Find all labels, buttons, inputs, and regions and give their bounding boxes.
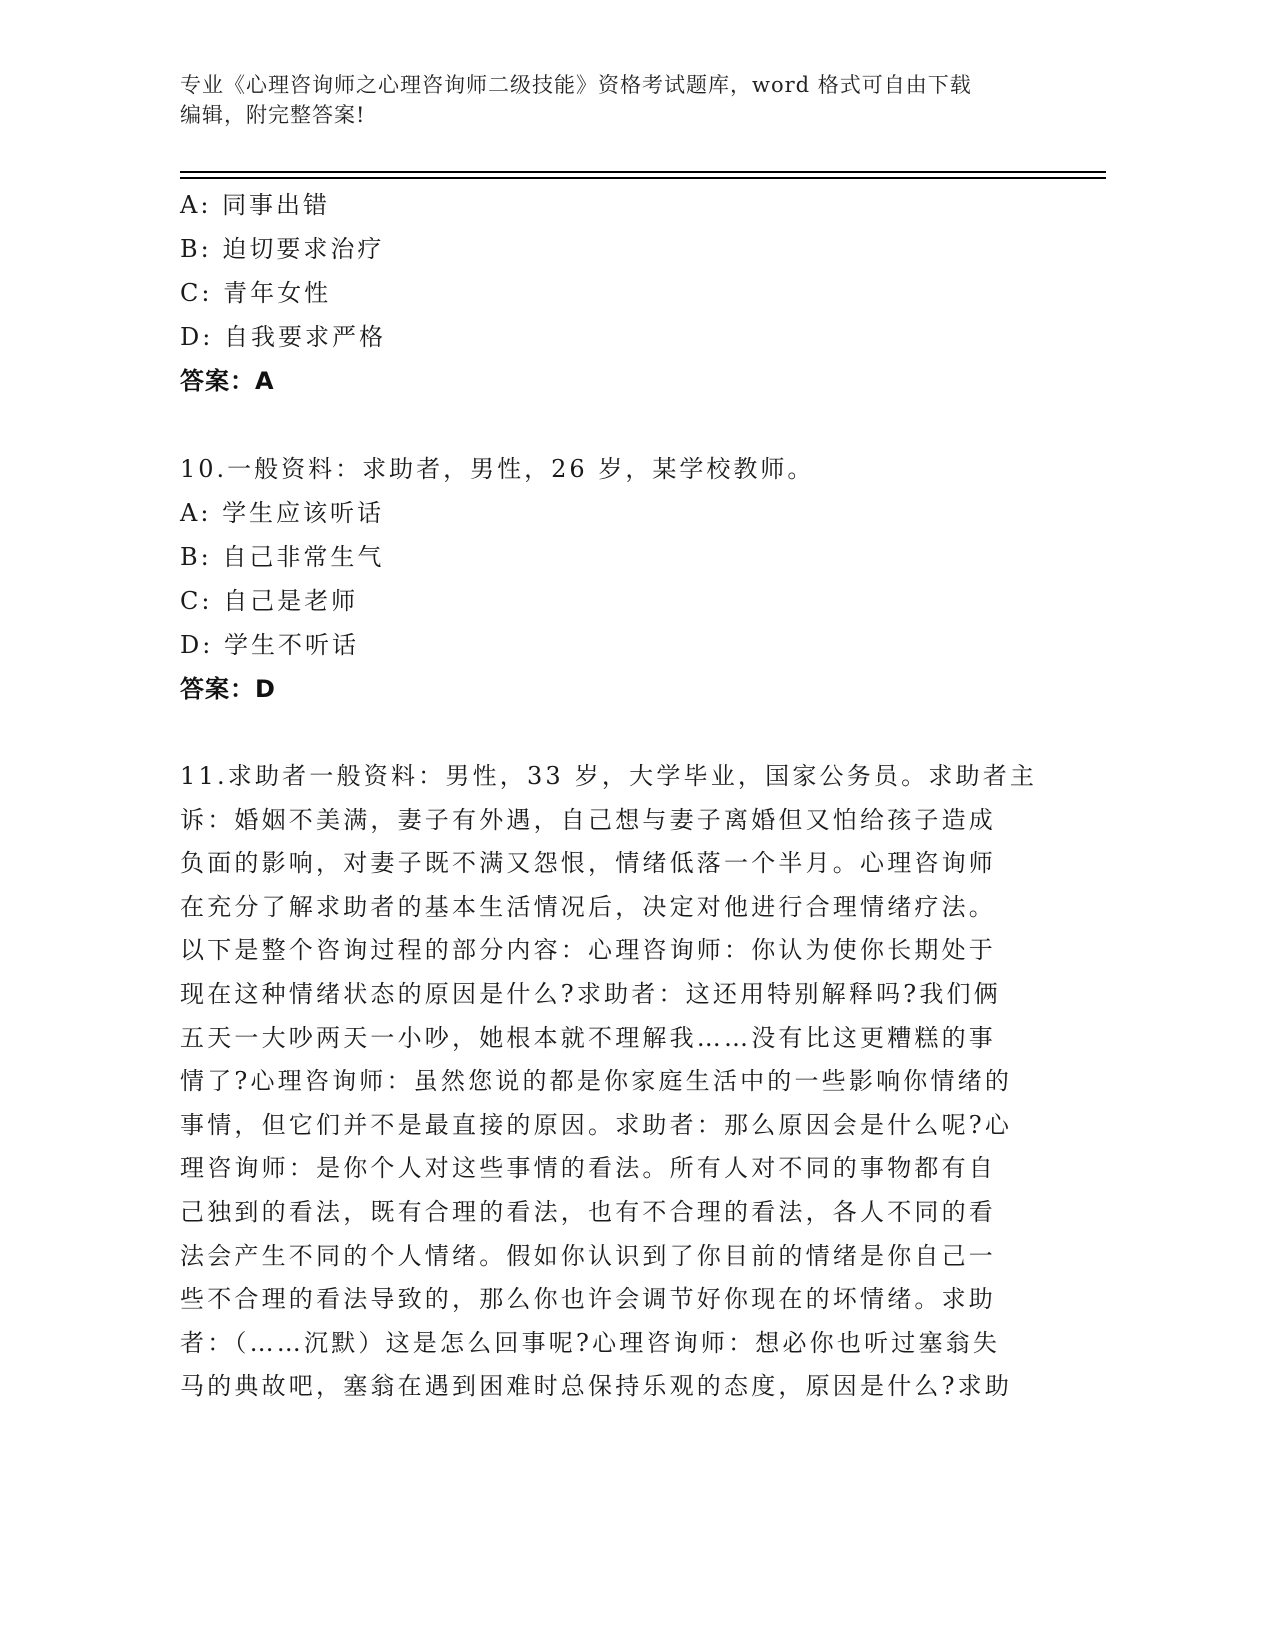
- option-label: D:: [180, 323, 214, 351]
- document-body: [180, 183, 1040, 1409]
- paragraph-line: 法会产生不同的个人情绪。假如你认识到了你目前的情绪是你自己一: [180, 1241, 996, 1270]
- question-9-answer: 答案：A: [180, 367, 275, 395]
- option-label: D:: [180, 631, 214, 659]
- header-divider-top: [180, 171, 1106, 173]
- paragraph-line: 负面的影响，对妻子既不满又怨恨，情绪低落一个半月。心理咨询师: [180, 849, 996, 878]
- option-a: [180, 491, 1040, 535]
- header-divider-bottom: [180, 177, 1106, 179]
- paragraph-line: 以下是整个咨询过程的部分内容：心理咨询师：你认为使你长期处于: [180, 936, 996, 965]
- option-text: 学生不听话: [223, 631, 359, 659]
- option-label: B:: [180, 235, 212, 263]
- paragraph-line: 现在这种情绪状态的原因是什么?求助者：这还用特别解释吗?我们俩: [180, 979, 1001, 1008]
- document-header: [180, 70, 1040, 130]
- option-b: [180, 227, 1040, 271]
- option-label: A:: [180, 499, 212, 527]
- option-label: C:: [180, 587, 213, 615]
- option-d: [180, 315, 1040, 359]
- option-label: C:: [180, 279, 213, 307]
- question-9-options: [180, 183, 1040, 359]
- paragraph-line: 五天一大吵两天一小吵，她根本就不理解我……没有比这更糟糕的事: [180, 1023, 996, 1052]
- option-d: [180, 623, 1040, 667]
- paragraph-line: 诉：婚姻不美满，妻子有外遇，自己想与妻子离婚但又怕给孩子造成: [180, 805, 996, 834]
- question-10-stem: 10.一般资料：求助者，男性，26 岁，某学校教师。: [180, 455, 815, 483]
- option-a: [180, 183, 1040, 227]
- paragraph-line: 11.求助者一般资料：男性，33 岁，大学毕业，国家公务员。求助者主: [180, 762, 1038, 790]
- option-b: [180, 535, 1040, 579]
- option-label: B:: [180, 543, 212, 571]
- paragraph-line: 理咨询师：是你个人对这些事情的看法。所有人对不同的事物都有自: [180, 1154, 996, 1183]
- option-c: [180, 271, 1040, 315]
- option-text: 迫切要求治疗: [222, 235, 385, 263]
- paragraph-line: 者：（……沉默）这是怎么回事呢?心理咨询师：想必你也听过塞翁失: [180, 1328, 1001, 1357]
- paragraph-line: 在充分了解求助者的基本生活情况后，决定对他进行合理情绪疗法。: [180, 892, 996, 921]
- option-text: 青年女性: [223, 279, 332, 307]
- paragraph-line: 己独到的看法，既有合理的看法，也有不合理的看法，各人不同的看: [180, 1197, 996, 1226]
- paragraph-line: 些不合理的看法导致的，那么你也许会调节好你现在的坏情绪。求助: [180, 1285, 996, 1314]
- question-10-answer: 答案：D: [180, 675, 276, 703]
- paragraph-line: 事情，但它们并不是最直接的原因。求助者：那么原因会是什么呢?心: [180, 1110, 1013, 1139]
- spacer: [180, 403, 1040, 447]
- option-label: A:: [180, 191, 212, 219]
- option-text: 自己是老师: [223, 587, 359, 615]
- header-line-1: 专业《心理咨询师之心理咨询师二级技能》资格考试题库，word 格式可自由下载: [180, 73, 972, 97]
- option-text: 学生应该听话: [222, 499, 385, 527]
- option-c: [180, 579, 1040, 623]
- option-text: 自己非常生气: [222, 543, 385, 571]
- question-11-stem: [180, 755, 1040, 1409]
- header-line-2: 编辑，附完整答案!: [180, 103, 366, 127]
- option-text: 自我要求严格: [223, 323, 386, 351]
- question-10-options: [180, 491, 1040, 667]
- paragraph-line: 马的典故吧，塞翁在遇到困难时总保持乐观的态度，原因是什么?求助: [180, 1372, 1013, 1401]
- option-text: 同事出错: [222, 191, 331, 219]
- spacer: [180, 711, 1040, 755]
- paragraph-line: 情了?心理咨询师：虽然您说的都是你家庭生活中的一些影响你情绪的: [180, 1067, 1013, 1096]
